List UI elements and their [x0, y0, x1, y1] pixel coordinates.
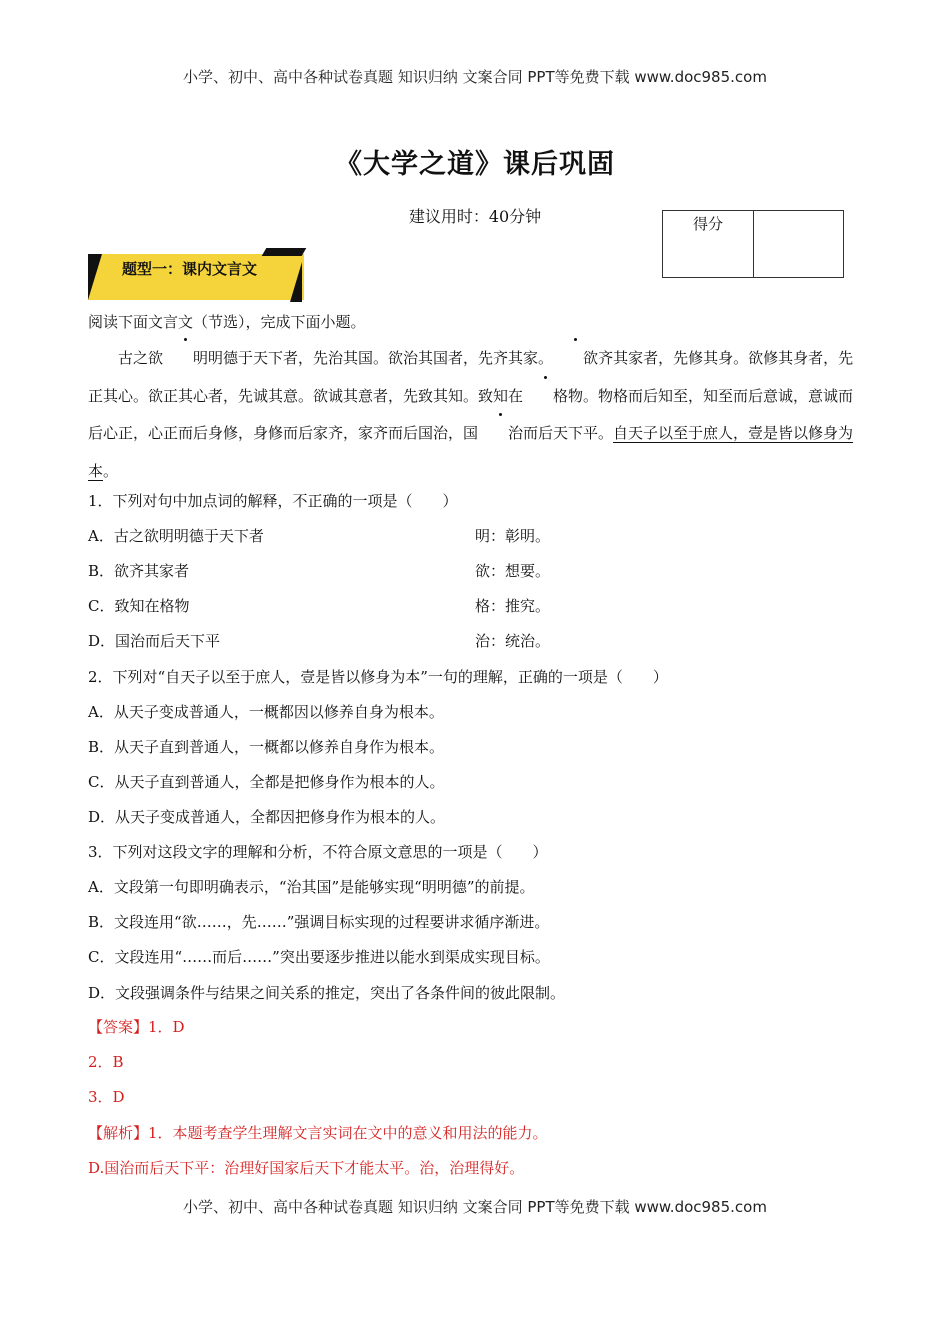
question-3-option-c: C．文段连用“……而后……”突出要逐步推进以能水到渠成实现目标。	[88, 948, 550, 966]
question-1-option-d: D．国治而后天下平	[88, 632, 221, 650]
classical-passage	[88, 340, 863, 490]
question-1-option-c-definition: 格：推究。	[475, 597, 551, 615]
question-3-option-b: B．文段连用“欲……，先……”强调目标实现的过程要讲求循序渐进。	[88, 913, 550, 931]
score-label: 得分	[692, 215, 723, 233]
reading-instruction: 阅读下面文言文（节选），完成下面小题。	[88, 313, 366, 331]
question-1-option-a-definition: 明：彰明。	[475, 527, 551, 545]
question-1-option-c: C．致知在格物	[88, 597, 190, 615]
question-3-option-d: D．文段强调条件与结果之间关系的推定，突出了各条件间的彼此限制。	[88, 984, 566, 1002]
dotted-char-zhi: 治	[478, 415, 523, 453]
analysis-line-1: 【解析】1．本题考查学生理解文言实词在文中的意义和用法的能力。	[88, 1124, 548, 1142]
question-1-option-b: B．欲齐其家者	[88, 562, 190, 580]
question-1-option-b-definition: 欲：想要。	[475, 562, 551, 580]
dotted-char-ming: 明	[163, 340, 208, 378]
passage-text: 齐其家者，先修其身。欲修其身者，先正其心。欲正其心者，先诚其意。欲诚其意者，先致其知。致知在	[88, 349, 854, 405]
banner-decoration-left	[88, 254, 102, 300]
score-divider	[753, 211, 754, 277]
page-header: 小学、初中、高中各种试卷真题 知识归纳 文案合同 PPT等免费下载 www.doc985.com	[183, 68, 767, 86]
passage-text: 而后天下平。	[523, 424, 614, 442]
question-2-stem: 2．下列对“自天子以至于庶人，壹是皆以修身为本”一句的理解，正确的一项是（ ）	[88, 668, 668, 686]
page-title: 《大学之道》课后巩固	[335, 149, 615, 180]
question-2-option-a: A．从天子变成普通人，一概都因以修养自身为根本。	[88, 703, 444, 721]
question-1-stem: 1．下列对句中加点词的解释，不正确的一项是（ ）	[88, 492, 458, 510]
section-label: 题型一：课内文言文	[122, 260, 258, 278]
question-3-option-a: A．文段第一句即明确表示，“治其国”是能够实现“明明德”的前提。	[88, 878, 535, 896]
passage-text: 。	[103, 461, 119, 480]
underlined-sentence: 自天子以至于庶人，壹是皆以修身为本	[88, 424, 854, 480]
page-footer: 小学、初中、高中各种试卷真题 知识归纳 文案合同 PPT等免费下载 www.doc985.com	[183, 1198, 767, 1216]
passage-paragraph	[88, 340, 863, 490]
dotted-char-yu: 欲	[553, 340, 598, 378]
passage-text: 古之欲	[118, 349, 164, 367]
answer-line-2: 2．B	[88, 1053, 124, 1071]
dotted-char-ge: 格	[523, 378, 568, 416]
question-3-stem: 3．下列对这段文字的理解和分析，不符合原文意思的一项是（ ）	[88, 843, 548, 861]
question-1-option-d-definition: 治：统治。	[475, 632, 551, 650]
answer-line-3: 3．D	[88, 1088, 125, 1106]
score-box	[662, 210, 844, 278]
answer-line-1: 【答案】1．D	[88, 1018, 185, 1036]
analysis-line-2: D.国治而后天下平：治理好国家后天下才能太平。治，治理得好。	[88, 1159, 525, 1177]
question-1-option-a: A．古之欲明明德于天下者	[88, 527, 264, 545]
section-banner	[88, 248, 308, 306]
question-2-option-c: C．从天子直到普通人，全都是把修身作为根本的人。	[88, 773, 445, 791]
banner-decoration-top	[262, 248, 307, 256]
passage-text: 明德于天下者，先治其国。欲治其国者，先齐其家。	[208, 349, 554, 367]
banner-decoration-right	[290, 262, 302, 302]
passage-text: 物。物格而后知至，知至而后意诚，意诚而后心正，心正而后身修，身修而后家齐，家齐而后国治，国	[88, 386, 854, 442]
suggested-time: 建议用时：40分钟	[408, 207, 542, 226]
question-2-option-b: B．从天子直到普通人，一概都以修养自身作为根本。	[88, 738, 445, 756]
question-2-option-d: D．从天子变成普通人，全都因把修身作为根本的人。	[88, 808, 446, 826]
